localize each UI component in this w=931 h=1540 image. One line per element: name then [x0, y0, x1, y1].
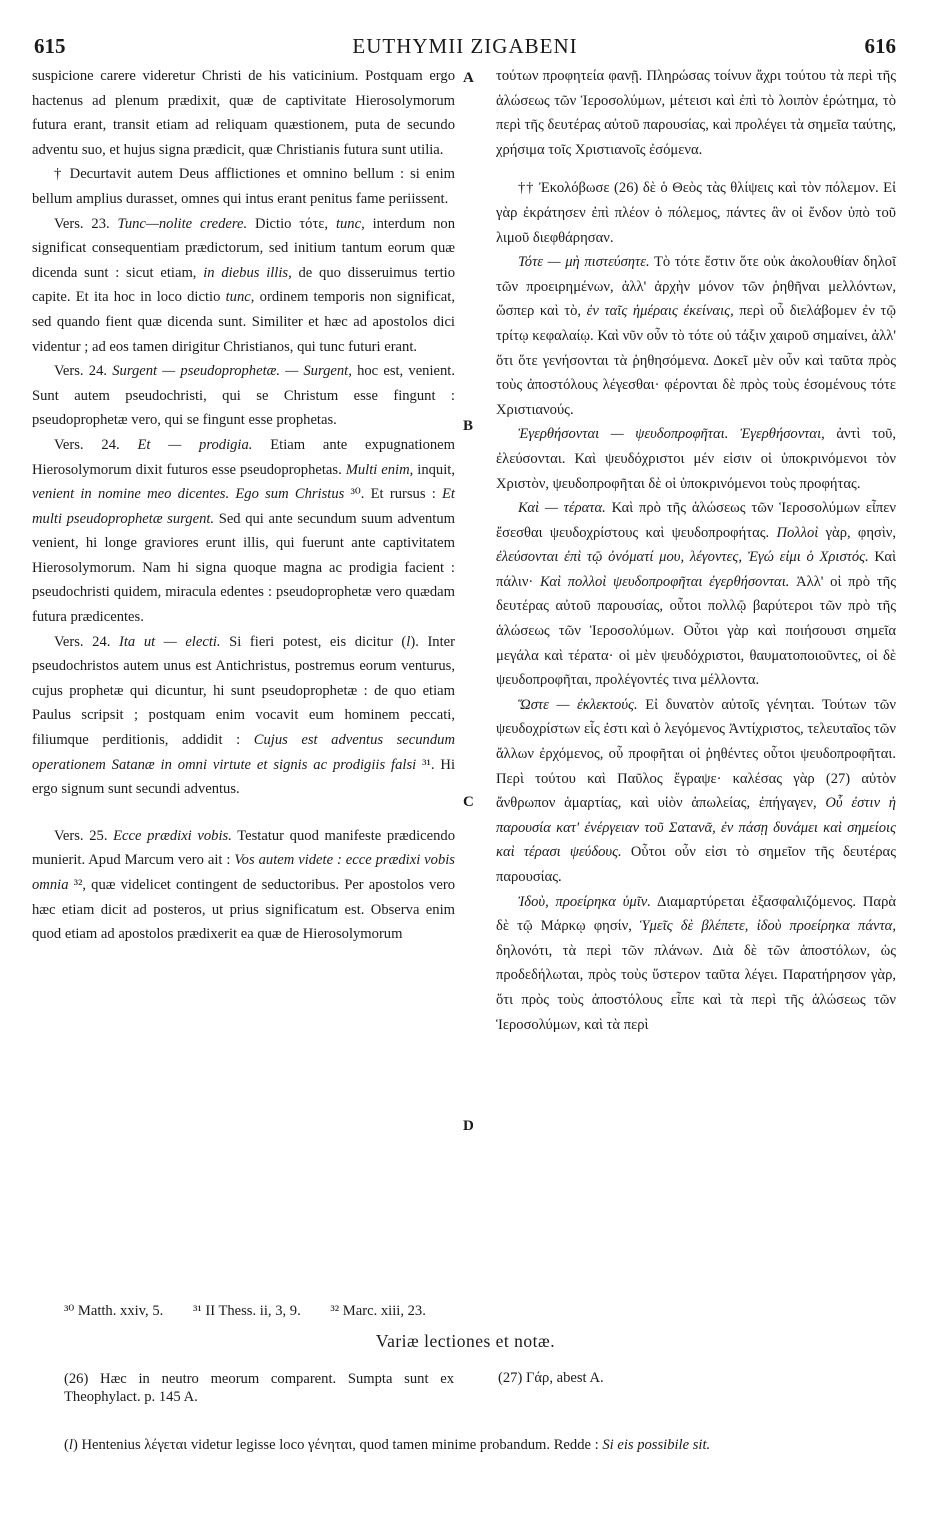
- greek-paragraph: †† Ἐκολόβωσε (26) δὲ ὁ Θεὸς τὰς θλίψεις καὶ τὸν πόλεμον. Εἰ γὰρ ἐκράτησεν ἐπὶ πλέον ὁ πόλεμος, πάντες ἂν οἱ ἔνδον ὑπὸ τοῦ λιμοῦ διεφθάρησαν.: [496, 180, 896, 246]
- latin-paragraph: † Decurtavit autem Deus afflictiones et omnino bellum : si enim bellum amplius durasset, omnes qui intus erant penitus fame periissent.: [32, 166, 455, 207]
- greek-paragraph: Ὥστε — ἐκλεκτούς. Εἰ δυνατὸν αὐτοῖς γένηται. Τούτων τῶν ψευδοχρίστων εἷς ἐστι καὶ ὁ λεγόμενος Ἀντίχριστος, τελευταῖος τῶν ἄλλων ἐρχόμενος, οὗ προφῆται οἱ ῥηθέντες οὗτοι ψευδοπροφῆται. Περὶ τούτου καὶ Παῦλος ἔγραψε· καλέσας γὰρ (27) αὐτὸν ἄνθρωπον ἁμαρτίας, καὶ υἱὸν ἀπωλείας, ἐπήγαγεν, Οὗ ἐστιν ἡ παρουσία κατ' ἐνέργειαν τοῦ Σατανᾶ, ἐν πάσῃ δυνάμει καὶ σημείοις καὶ τέρασι ψεύδους. Οὗτοι οὖν εἰσι τὸ σημεῖον τῆς δευτέρας παρουσίας.: [496, 696, 896, 885]
- running-title: EUTHYMII ZIGABENI: [352, 34, 578, 58]
- greek-column: [496, 64, 896, 1037]
- latin-paragraph: Vers. 25. Ecce prædixi vobis. Testatur quod manifeste prædicendo munierit. Apud Marcum vero ait : Vos autem videte : ecce prædixi vobis omnia ³², quæ videlicet contingent de seductoribus. Per apostolos vero hæc etiam dicit ad posteros, ut prius significatum est. Observa enim quod etiam ad apostolos prædixerit ea quæ de Hierosolymorum: [32, 827, 455, 943]
- greek-paragraph: τούτων προφητεία φανῇ. Πληρώσας τοίνυν ἄχρι τούτου τὰ περὶ τῆς ἁλώσεως τῶν Ἱεροσολύμων, μέτεισι καὶ ἐπὶ τὸ λοιπὸν ἐρώτημα, τὸ περὶ τῆς δευτέρας αὐτοῦ παρουσίας, καὶ προλέγει τὰ σημεῖα ταύτης, χρήσιμα τοῖς Χριστιανοῖς ἐσόμενα.: [496, 68, 896, 158]
- variant-note-27: (27) Γάρ, abest A.: [498, 1370, 604, 1386]
- variant-note-l: (l) Hentenius λέγεται videtur legisse loco γένηται, quod tamen minime probandum. Redde : Si eis possibile sit.: [64, 1437, 711, 1453]
- variants-heading: Variæ lectiones et notæ.: [375, 1331, 556, 1351]
- variant-note-26: (26) Hæc in neutro meorum comparent. Sumpta sunt ex Theophylact. p. 145 A.: [64, 1371, 454, 1405]
- latin-column: [32, 64, 455, 947]
- latin-paragraph: Vers. 24. Ita ut — electi. Si fieri potest, eis dicitur (l). Inter pseudochristos autem unus est Antichristus, postremus eorum venturus, cujus prophetæ qui dicuntur, hi sunt pseudoprophetæ : de quo etiam Paulus scripsit ; postquam enim vocavit eum hominem peccati, filiumque perditionis, addidit : Cujus est adventus secundum operationem Satanæ in omni virtute et signis ac prodigiis falsi ³¹. Hi ergo signum sunt secundi adventus.: [32, 633, 456, 798]
- margin-marker-b: B: [463, 418, 474, 434]
- page-number-left: 615: [34, 34, 66, 58]
- latin-paragraph: suspicione carere videretur Christi de his vaticinium. Postquam ergo hactenus ad plenum prædixit, quæ de captivitate Hierosolymorum futura erant, transit etiam ad reliquam quæstionem, puta de secundo adventu suo, et hujus signa prædicit, quæ Christianis futura sunt utilia.: [32, 68, 455, 158]
- footnote-30: ³⁰ Matth. xxiv, 5.: [64, 1303, 164, 1319]
- footnote-references: [64, 1302, 452, 1320]
- footnote-32: ³² Marc. xiii, 23.: [330, 1303, 426, 1319]
- page-header: [34, 34, 896, 64]
- margin-marker-a: A: [463, 70, 474, 86]
- page-number-right: 616: [864, 34, 896, 58]
- latin-paragraph: Vers. 23. Tunc—nolite credere. Dictio τότε, tunc, interdum non significat consequentiam prædictorum, sed initium tantum eorum quæ dicenda sunt : sicut etiam, in diebus illis, de quo disseruimus tertio capite. Et ita hoc in loco dictio tunc, ordinem temporis non significat, sed quando fient quæ dicenda sunt. Similiter et hæc ad apostolos dici videntur ; ad eos tamen dirigitur Christianos, qui tunc futuri erant.: [32, 215, 455, 355]
- margin-marker-c: C: [463, 794, 474, 810]
- greek-paragraph: Τότε — μὴ πιστεύσητε. Τὸ τότε ἔστιν ὅτε οὐκ ἀκολουθίαν δηλοῖ τῶν προειρημένων, ἀλλ' ἀρχὴν μόνον τῶν ῥηθῆναι μελλόντων, ὥσπερ καὶ τὸ, ἐν ταῖς ἡμέραις ἐκείναις, περὶ οὗ διελάβομεν ἐν τῷ τρίτῳ κεφαλαίῳ. Καὶ νῦν οὖν τὸ τότε οὐ τάξιν χαιροῦ σημαίνει, ἀλλ' ὅτι ὅτε γενήσονται τὰ ῥηθησόμενα. Δοκεῖ μὲν οὖν καὶ ταῦτα πρὸς τοὺς ἀποστόλους λέγεσθαι· φέρονται δὲ πρὸς τοὺς ἐσομένους τότε Χριστιανούς.: [496, 254, 896, 418]
- greek-paragraph: Ἐγερθήσονται — ψευδοπροφῆται. Ἐγερθήσονται, ἀντὶ τοῦ, ἐλεύσονται. Καὶ ψευδόχριστοι μέν εἰσιν οἱ ὑποκρινόμενοι τὸν Χριστὸν, ψευδοπροφῆται δὲ οἱ ὑποκρινόμενοι τοὺς προφήτας.: [496, 426, 896, 492]
- footnote-31: ³¹ II Thess. ii, 3, 9.: [192, 1303, 301, 1319]
- greek-paragraph: Καὶ — τέρατα. Καὶ πρὸ τῆς ἁλώσεως τῶν Ἱεροσολύμων εἶπεν ἔσεσθαι ψευδοχρίστους καὶ ψευδοπροφήτας. Πολλοὶ γὰρ, φησὶν, ἐλεύσονται ἐπὶ τῷ ὀνόματί μου, λέγοντες, Ἐγώ εἰμι ὁ Χριστός. Καὶ πάλιν· Καὶ πολλοὶ ψευδοπροφῆται ἐγερθήσονται. Ἀλλ' οἱ πρὸ τῆς δευτέρας αὐτοῦ παρουσίας, οὗτοι πολλῷ βαρύτεροι τῶν πρὸ τῆς ἁλώσεως τῶν Ἱεροσολύμων. Οὗτοι γὰρ καὶ ποιήσουσι σημεῖα μεγάλα καὶ τέρατα· οἱ μὲν ψευδόχριστοι, θαυματοποιοῦντες, οἱ δὲ ψευδοπροφῆται, προλέγοντές τινα μέλλοντα.: [496, 500, 896, 689]
- margin-marker-d: D: [463, 1118, 474, 1134]
- latin-paragraph: Vers. 24. Et — prodigia. Etiam ante expugnationem Hierosolymorum dixit futuros esse pseudoprophetas. Multi enim, inquit, venient in nomine meo dicentes. Ego sum Christus ³⁰. Et rursus : Et multi pseudoprophetæ surgent. Sed qui ante secundum suum adventum venient, hi longe graviores erunt illis, qui fuerunt ante captivitatem Hierosolymorum. Nam hi signa quoque magna ac prodigia facient : pseudochristi quidem, miracula edentes : pseudoprophetæ vero quædam futura prædicentes.: [32, 436, 456, 626]
- greek-paragraph: Ἰδοὺ, προείρηκα ὑμῖν. Διαμαρτύρεται ἐξασφαλιζόμενος. Παρὰ δὲ τῷ Μάρκῳ φησίν, Ὑμεῖς δὲ βλέπετε, ἰδοὺ προείρηκα πάντα, δηλονότι, τὰ περὶ τῶν πλάνων. Διὰ δὲ τῶν ἀποστόλων, ὡς προδεδήλωται, πρὸς τοὺς ὕστερον ταῦτα λέγει. Παρατήρησον γὰρ, ὅτι πρὸς τοὺς ἀποστόλους εἶπε καὶ τὰ περὶ τῆς ἁλώσεως τῶν Ἱεροσολύμων, καὶ τὰ περὶ: [496, 893, 896, 1033]
- latin-paragraph: Vers. 24. Surgent — pseudoprophetæ. — Surgent, hoc est, venient. Sunt autem pseudochristi, qui se Christum esse fingunt : pseudoprophetæ vero, qui se fingunt esse prophetas.: [32, 363, 456, 429]
